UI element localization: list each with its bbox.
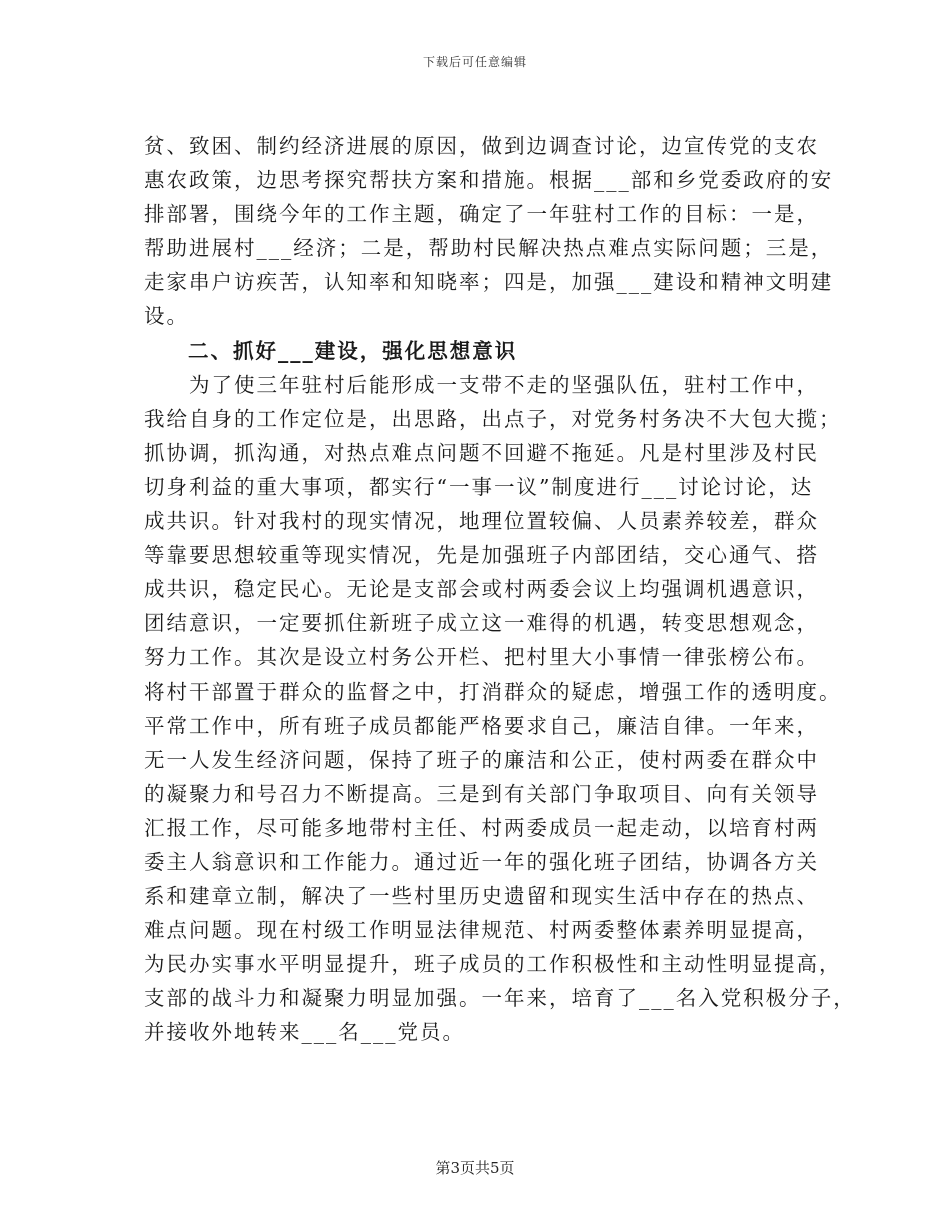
text-line: 抓协调，抓沟通，对热点难点问题不回避不拖延。凡是村里涉及村民 bbox=[144, 440, 819, 465]
text-line: 切身利益的重大事项，都实行“一事一议”制度进行___讨论讨论，达 bbox=[144, 474, 814, 499]
text-line: 委主人翁意识和工作能力。通过近一年的强化班子团结，协调各方关 bbox=[144, 849, 819, 874]
text-line: 等靠要思想较重等现实情况，先是加强班子内部团结，交心通气、搭 bbox=[144, 543, 819, 568]
text-line: 成共识。针对我村的现实情况，地理位置较偏、人员素养较差，群众 bbox=[144, 509, 819, 534]
text-line: 团结意识，一定要抓住新班子成立这一难得的机遇，转变思想观念， bbox=[144, 611, 819, 636]
section-heading: 二、抓好___建设，强化思想意识 bbox=[188, 338, 518, 363]
text-line: 为民办实事水平明显提升，班子成员的工作积极性和主动性明显提高， bbox=[144, 952, 842, 977]
text-line: 难点问题。现在村级工作明显法律规范、村两委整体素养明显提高， bbox=[144, 918, 819, 943]
text-line: 将村干部置于群众的监督之中，打消群众的疑虑，增强工作的透明度。 bbox=[144, 679, 842, 704]
text-line: 惠农政策，边思考探究帮扶方案和措施。根据___部和乡党委政府的安 bbox=[144, 168, 834, 193]
document-body bbox=[144, 129, 856, 1050]
text-line: 并接收外地转来___名___党员。 bbox=[144, 1020, 465, 1045]
text-line: 设。 bbox=[144, 304, 189, 329]
text-line: 走家串户访疾苦，认知率和知晓率；四是，加强___建设和精神文明建 bbox=[144, 270, 834, 295]
text-line: 贫、致困、制约经济进展的原因，做到边调查讨论，边宣传党的支农 bbox=[144, 134, 819, 158]
text-line: 排部署，围绕今年的工作主题，确定了一年驻村工作的目标：一是， bbox=[144, 202, 819, 227]
text-line: 平常工作中，所有班子成员都能严格要求自己，廉洁自律。一年来， bbox=[144, 713, 819, 738]
paragraph-first-line: 为了使三年驻村后能形成一支带不走的坚强队伍，驻村工作中， bbox=[189, 372, 819, 397]
text-line: 支部的战斗力和凝聚力明显加强。一年来，培育了___名入党积极分子， bbox=[144, 986, 856, 1011]
text-line: 努力工作。其次是设立村务公开栏、把村里大小事情一律张榜公布。 bbox=[144, 645, 819, 670]
text-line: 的凝聚力和号召力不断提高。三是到有关部门争取项目、向有关领导 bbox=[144, 781, 819, 806]
text-line: 帮助进展村___经济；二是，帮助村民解决热点难点实际问题；三是， bbox=[144, 236, 834, 261]
text-line: 系和建章立制，解决了一些村里历史遗留和现实生活中存在的热点、 bbox=[144, 884, 819, 909]
page-footer: 第3页共5页 bbox=[435, 1159, 515, 1177]
text-line: 成共识，稳定民心。无论是支部会或村两委会议上均强调机遇意识， bbox=[144, 577, 819, 602]
text-line: 汇报工作，尽可能多地带村主任、村两委成员一起走动，以培育村两 bbox=[144, 815, 819, 840]
text-line: 我给自身的工作定位是，出思路，出点子，对党务村务决不大包大揽； bbox=[144, 406, 842, 431]
text-line: 无一人发生经济问题，保持了班子的廉洁和公正，使村两委在群众中 bbox=[144, 747, 819, 772]
page-header: 下载后可任意编辑 bbox=[422, 55, 527, 69]
